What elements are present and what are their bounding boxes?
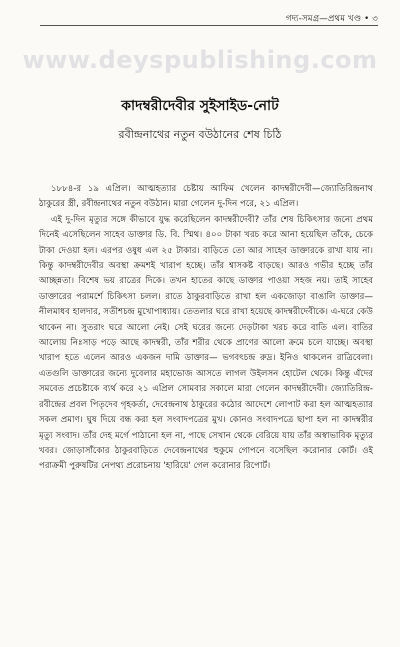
watermark: www.deyspublishing.com bbox=[22, 46, 378, 74]
header-rule bbox=[40, 25, 378, 26]
article-title: কাদম্বরীদেবীর সুইসাইড-নোট bbox=[121, 98, 279, 114]
running-header: গদ্য-সমগ্র—প্রথম খণ্ড • ৩ bbox=[285, 14, 378, 24]
article-body bbox=[39, 182, 373, 475]
paragraph-1: ১৮৮৪-র ১৯ এপ্রিল। আত্মহত্যার চেষ্টায় আফিম খেলেন কাদম্বরীদেবী—জ্যোতিরিন্দ্রনাথ ঠাকুরের স্ত্রী, রবীন্দ্রনাথের নতুন বউঠান। মারা গেলেন দু-দিন পরে, ২১ এপ্রিল। bbox=[39, 184, 373, 210]
paragraph-2: এই দু-দিন মৃত্যুর সঙ্গে কীভাবে যুদ্ধ করেছিলেন কাদম্বরীদেবী? তাঁর শেষ চিকিৎসার জন্যে প্রথম দিনেই এসেছিলেন সাহেব ডাক্তার ডি. বি. স্মিথ। ৪০০ টাকা খরচ করে আনা হয়েছিল তাঁকে, চেকে টাকা দেওয়া হল। এরপর ওষুধ এল ২৫ টাকার। বাড়িতে তো আর সাহেব ডাক্তারকে রাখা যায় না। কিন্তু কাদম্বরীদেবীর অবস্থা ক্রমশই খারাপ হচ্ছে। তাঁর শ্বাসকষ্ট বাড়ছে। আরও গভীর হচ্ছে তাঁর আচ্ছন্নতা। বিশেষ ভয় রাত্রের দিকে। তখন হাতের কাছে ডাক্তার পাওয়া সহজ নয়। তাই সাহেব ডাক্তারের পরামর্শে চিকিৎসা চলল। রাতে ঠাকুরবাড়িতে রাখা হল একজোড়া বাঙালি ডাক্তার— নীলমাধব হালদার, সতীশচন্দ্র মুখোপাধ্যায়। তেতলার ঘরে রাখা হয়েছে কাদম্বরীদেবীকে। এ-ঘরে কেউ থাকেন না। সুতরাং ঘরে আলো নেই। সেই ঘরের জন্যে দেড়টাকা খরচ করে বাতি এল। বাতির আলোয় নিঃসাড় পড়ে আছে কাদম্বরী, তাঁর শরীর থেকে প্রাণের আলো ক্রমে চলে যাচ্ছে। অবস্থা খারাপ হতে এলেন আরও একজন দামি ডাক্তার— ভগবৎচন্দ্র রুদ্র। ইনিও থাকলেন রাত্রিবেলা। এতগুলি ডাক্তারের জন্যে দুবেলার মহাভোজ আসতে লাগল উইলসন হোটেল থেকে। কিন্তু এঁদের সমবেত প্রচেষ্টাকে ব্যর্থ করে ২১ এপ্রিল সোমবার সকালে মারা গেলেন কাদম্বরীদেবী। জ্যোতিরিন্দ্র-রবীন্দ্রের প্রবল পিতৃদেব গৃহকর্তা, দেবেন্দ্রনাথ ঠাকুরের কঠোর আদেশে লোপাট করা হল আত্মহত্যার সকল প্রমাণ। ঘুষ দিয়ে বন্ধ করা হল সংবাদপত্রের মুখ। কোনও সংবাদপত্রে ছাপা হল না কাদম্বরীর মৃত্যু সংবাদ। তাঁর দেহ মর্গে পাঠানো হল না, পাছে সেখান থেকে বেরিয়ে যায় তাঁর অস্বাভাবিক মৃত্যুর খবর। জোড়াসাঁকোর ঠাকুরবাড়িতে দেবেন্দ্রনাথের হুকুমে গোপনে বসেছিল করোনার কোর্ট। ওই পরাক্রমী পুরুষটির নেপথ্য প্ররোচনায় 'হারিয়ে' গেল করোনার রিপোর্ট। bbox=[39, 214, 373, 472]
article-subtitle: রবীন্দ্রনাথের নতুন বউঠানের শেষ চিঠি bbox=[118, 128, 282, 141]
